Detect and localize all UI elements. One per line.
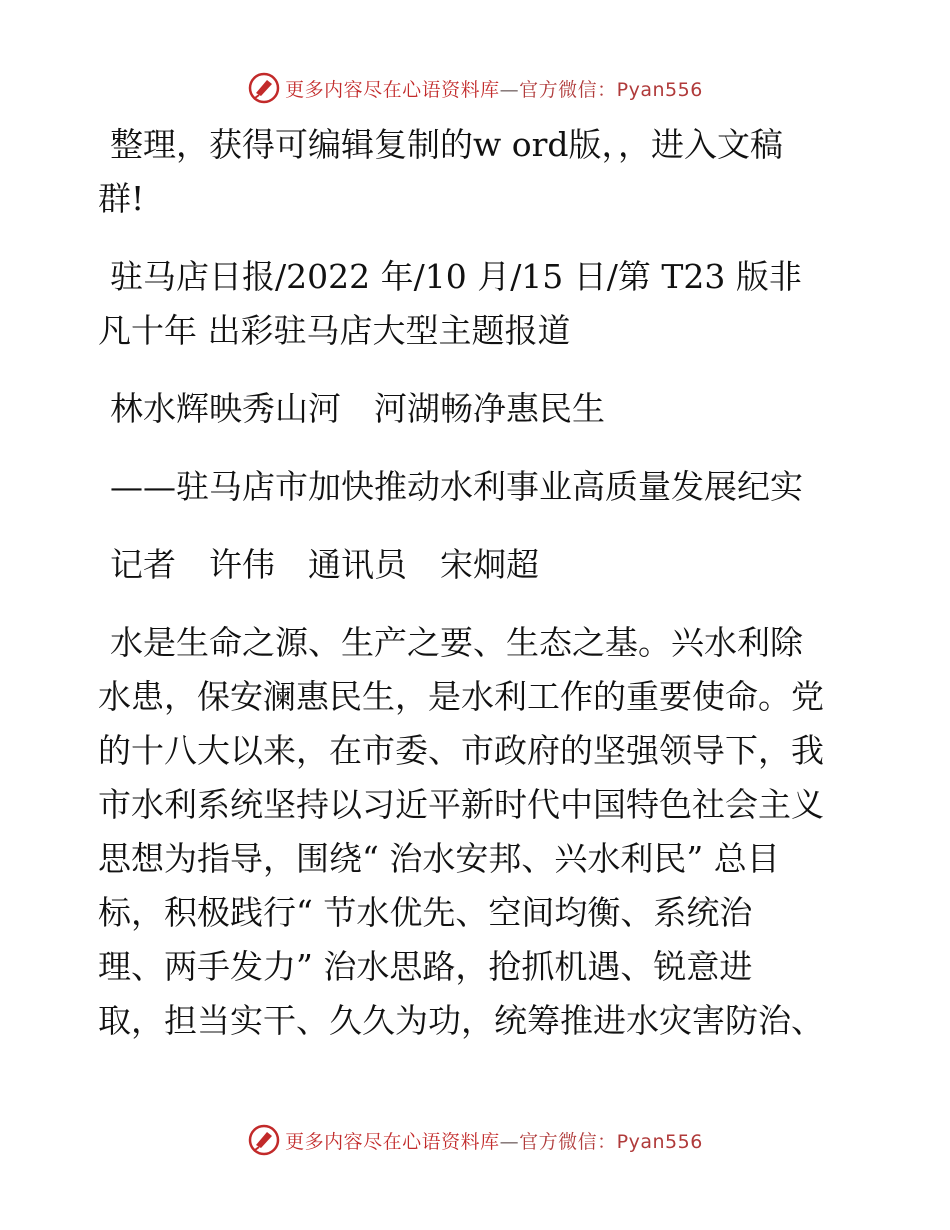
banner-brand-text: 更多内容尽在心语资料库	[285, 78, 500, 101]
banner-text	[285, 75, 703, 102]
source-paragraph	[98, 250, 858, 358]
banner-separator: —	[499, 1130, 520, 1153]
banner-text	[285, 1127, 703, 1154]
subheadline-text: ——驻马店市加快推动水利事业高质量发展纪实	[110, 467, 803, 506]
intro-paragraph	[98, 118, 858, 226]
banner-wechat-text: 官方微信：Pyan556	[519, 1130, 703, 1153]
footer-banner	[0, 1122, 950, 1158]
body-line: 水是生命之源、生产之要、生态之基。兴水利除	[110, 623, 803, 662]
body-line: 的十八大以来，在市委、市政府的坚强领导下，我	[98, 731, 824, 770]
document-body	[98, 118, 858, 1048]
header-banner	[0, 70, 950, 106]
banner-wechat-text: 官方微信：Pyan556	[519, 78, 703, 101]
body-paragraph	[98, 616, 858, 1048]
byline-text: 记者 许伟 通讯员 宋炯超	[110, 545, 539, 584]
source-line: 凡十年 出彩驻马店大型主题报道	[98, 311, 571, 350]
body-line: 市水利系统坚持以习近平新时代中国特色社会主义	[98, 785, 824, 824]
headline	[98, 382, 858, 436]
subheadline	[98, 460, 858, 514]
body-line: 理、两手发力” 治水思路，抢抓机遇、锐意进	[98, 947, 753, 986]
logo-icon	[247, 1123, 281, 1157]
intro-line: 整理，获得可编辑复制的w ord版，，进入文稿	[110, 125, 784, 164]
intro-line: 群!	[98, 179, 145, 218]
banner-separator: —	[499, 78, 520, 101]
body-line: 取，担当实干、久久为功，统筹推进水灾害防治、	[98, 1001, 824, 1040]
source-line: 驻马店日报/2022 年/10 月/15 日/第 T23 版非	[110, 257, 802, 296]
byline	[98, 538, 858, 592]
body-line: 水患，保安澜惠民生，是水利工作的重要使命。党	[98, 677, 824, 716]
banner-brand-text: 更多内容尽在心语资料库	[285, 1130, 500, 1153]
body-line: 标，积极践行“ 节水优先、空间均衡、系统治	[98, 893, 753, 932]
headline-text: 林水辉映秀山河 河湖畅净惠民生	[110, 389, 605, 428]
body-line: 思想为指导，围绕“ 治水安邦、兴水利民” 总目	[98, 839, 780, 878]
logo-icon	[247, 71, 281, 105]
